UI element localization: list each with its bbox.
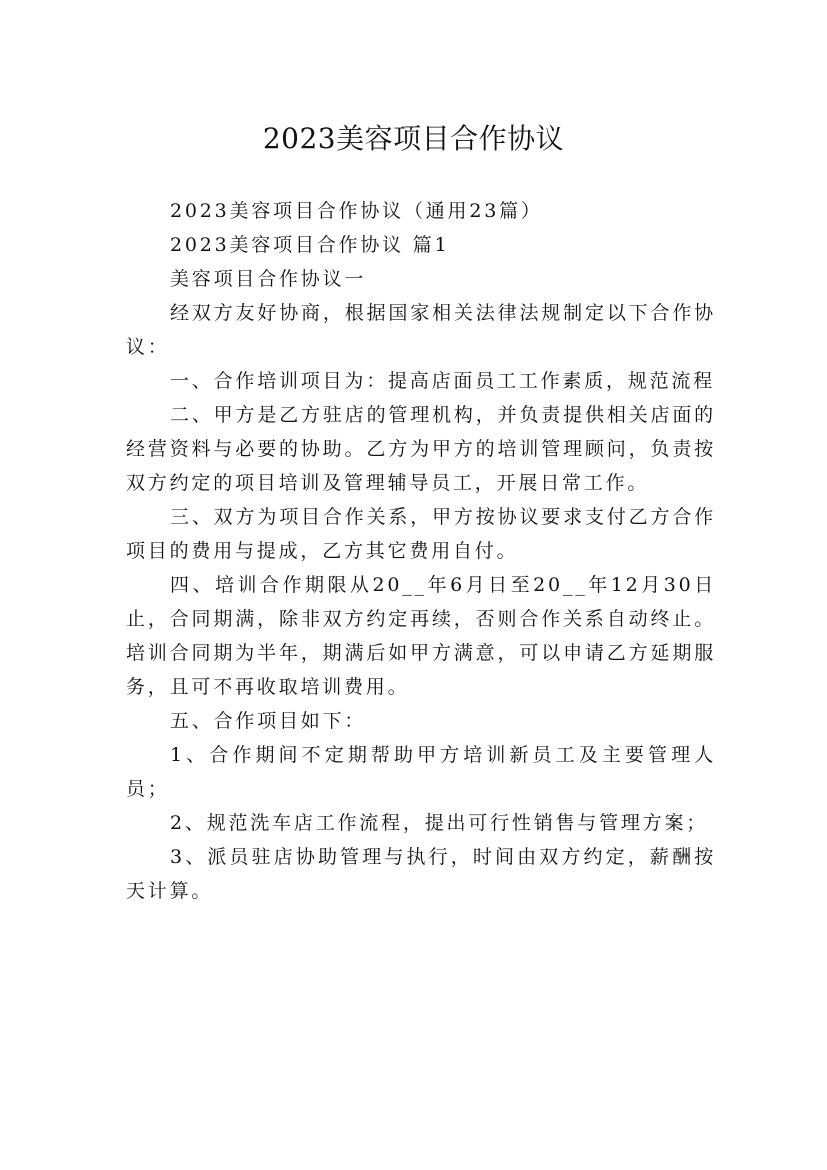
document-body bbox=[126, 194, 716, 908]
paragraph-clause-4: 四、培训合作期限从20__年6月日至20__年12月30日止，合同期满，除非双方约定再续，否则合作关系自动终止。培训合同期为半年，期满后如甲方满意，可以申请乙方延期服务，且可不再收取培训费用。 bbox=[126, 574, 716, 698]
paragraph-clause-1: 一、合作培训项目为：提高店面员工工作素质，规范流程 bbox=[170, 370, 716, 392]
paragraph-item-1: 1、合作期间不定期帮助甲方培训新员工及主要管理人员； bbox=[126, 744, 716, 800]
paragraph-item-2: 2、规范洗车店工作流程，提出可行性销售与管理方案； bbox=[170, 812, 709, 834]
paragraph-intro: 经双方友好协商，根据国家相关法律法规制定以下合作协议： bbox=[126, 302, 716, 358]
paragraph-clause-3: 三、双方为项目合作关系，甲方按协议要求支付乙方合作项目的费用与提成，乙方其它费用自付。 bbox=[126, 506, 716, 562]
paragraph-clause-2: 二、甲方是乙方驻店的管理机构，并负责提供相关店面的经营资料与必要的协助。乙方为甲方的培训管理顾问，负责按双方约定的项目培训及管理辅导员工，开展日常工作。 bbox=[126, 404, 716, 494]
paragraph-clause-5: 五、合作项目如下： bbox=[170, 710, 367, 732]
paragraph-subtitle: 2023美容项目合作协议（通用23篇） bbox=[170, 200, 543, 222]
paragraph-section-heading: 2023美容项目合作协议 篇1 bbox=[170, 234, 450, 256]
paragraph-item-3: 3、派员驻店协助管理与执行，时间由双方约定，薪酬按天计算。 bbox=[126, 846, 716, 902]
document-title: 2023美容项目合作协议 bbox=[262, 121, 565, 155]
paragraph-agreement-heading: 美容项目合作协议一 bbox=[170, 268, 367, 290]
